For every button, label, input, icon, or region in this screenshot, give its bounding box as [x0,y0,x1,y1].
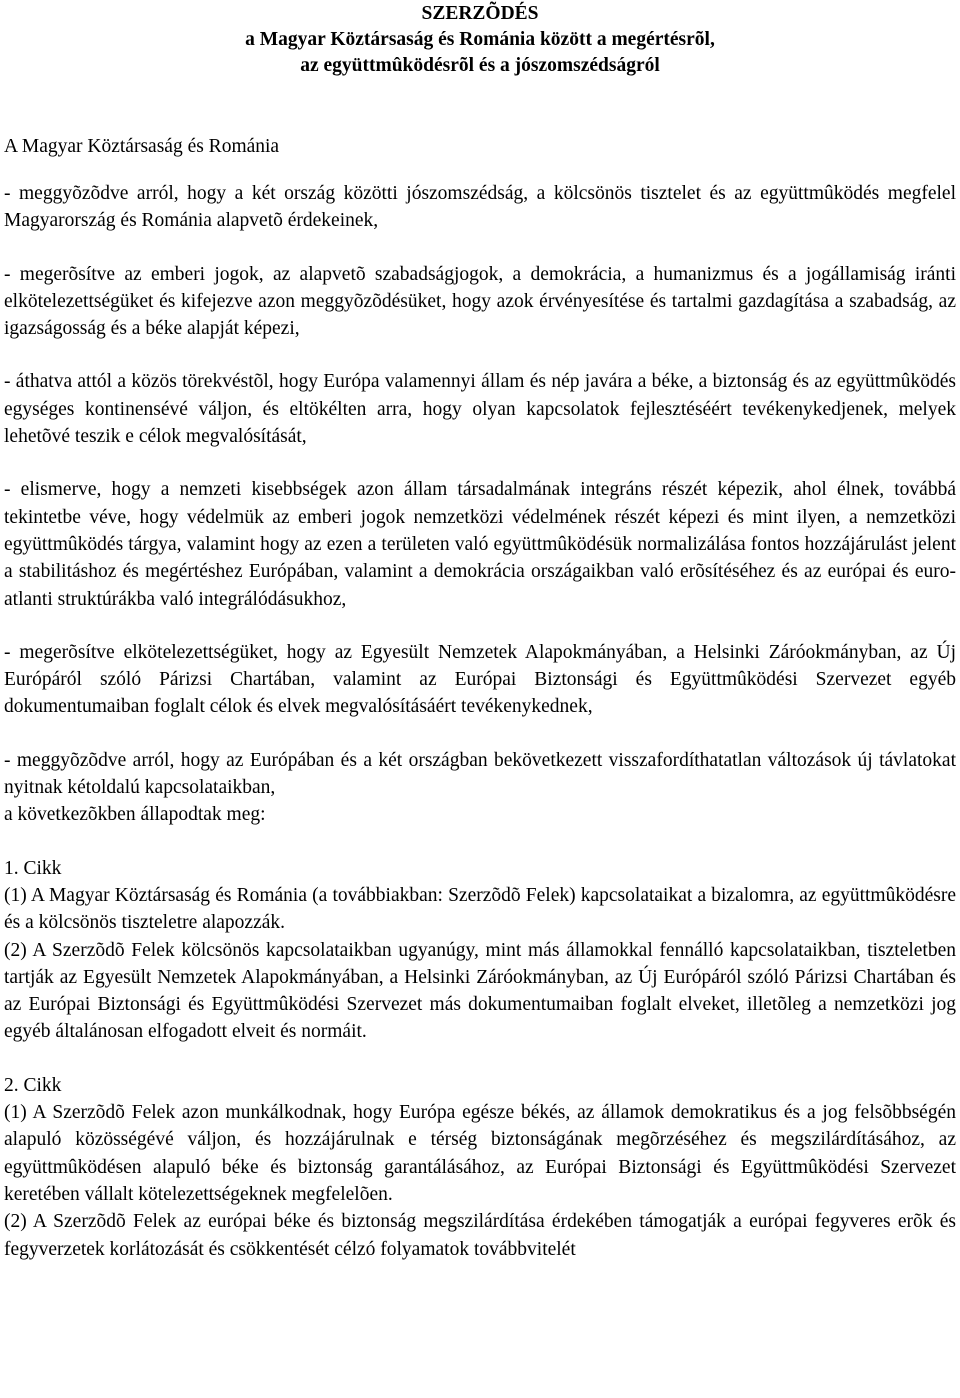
article-1-paragraph-1: (1) A Magyar Köztársaság és Románia (a továbbiakban: Szerzõdõ Felek) kapcsolataikat a bizalomra, az együttmûködésre és a kölcsönös tiszteletre alapozzák. [4,884,956,934]
title-line-3: az együttmûködésrõl és a jószomszédságról [300,55,660,76]
title-line-2: a Magyar Köztársaság és Románia között a megértésrõl, [245,29,715,50]
article-1-heading: 1. Cikk [4,857,62,879]
document-title [4,0,956,79]
preamble-item-3: - áthatva attól a közös törekvéstõl, hogy Európa valamennyi állam és nép javára a béke, a biztonság és az együttmûködés egységes kontinensévé váljon, és eltökélten arra, hogy olyan kapcsolatok fejlesztéséért tevékenykedjenek, melyek lehetõvé teszik e célok megvalósítását, [4,371,956,448]
preamble-item-2: - megerõsítve az emberi jogok, az alapvetõ szabadságjogok, a demokrácia, a humanizmus és a jogállamiság iránti elkötelezettségüket és kifejezve azon meggyõzõdésüket, hogy azok érvényesítése és tartalmi gazdagítása a szabadság, az igazságosság és a béke alapját képezi, [4,263,956,340]
article-1-paragraph-2: (2) A Szerzõdõ Felek kölcsönös kapcsolataikban ugyanúgy, mint más államokkal fennálló kapcsolataikban, tiszteletben tartják az Egyesült Nemzetek Alapokmányában, a Helsinki Záróokmányban, az Új Európáról szóló Párizsi Chartában és az Európai Biztonsági és Együttmûködési Szervezet más dokumentumaiban foglalt elveket, illetõleg a nemzetközi jog egyéb általánosan elfogadott elveit és normáit. [4,939,956,1043]
document-page [4,0,956,1263]
preamble-item-5: - megerõsítve elkötelezettségüket, hogy az Egyesült Nemzetek Alapokmányában, a Helsinki Záróokmányban, az Új Európáról szóló Párizsi Chartában, valamint az Európai Biztonsági és Együttmûködési Szervezet egyéb dokumentumaiban foglalt célok és elvek megvalósításáért tevékenykednek, [4,641,956,718]
preamble-item-1: - meggyõzõdve arról, hogy a két ország közötti jószomszédság, a kölcsönös tisztelet és az együttmûködés megfelel Magyarország és Románia alapvetõ érdekeinek, [4,183,956,232]
preamble-item-4: - elismerve, hogy a nemzeti kisebbségek azon állam társadalmának integráns részét képezik, ahol élnek, továbbá tekintetbe véve, hogy védelmük az emberi jogok nemzetközi védelmének részét képezi és mint ilyen, a nemzetközi együttmûködés tárgya, valamint hogy az ezen a területen való együttmûködésük normalizálása fontos hozzájárulást jelent a stabilitáshoz és megértéshez Európában, valamint a demokrácia országaikban való erõsítéséhez és az európai és euro-atlanti struktúrákba való integrálódásukhoz, [4,479,956,610]
agreement-line: a következõkben állapodtak meg: [4,804,266,826]
preamble-item-6: - meggyõzõdve arról, hogy az Európában és a két országban bekövetkezett visszafordíthatatlan változások új távlatokat nyitnak kétoldalú kapcsolataikban, [4,749,956,799]
article-2-heading: 2. Cikk [4,1074,62,1096]
intro-line: A Magyar Köztársaság és Románia [4,136,280,157]
title-line-1: SZERZÕDÉS [421,3,539,24]
article-2-paragraph-1: (1) A Szerzõdõ Felek azon munkálkodnak, hogy Európa egésze békés, az államok demokratikus és a jog felsõbbségén alapuló közösségévé váljon, és hozzájárulnak e térség biztonságának megõrzéséhez és megszilárdításához, az együttmûködésen alapuló béke és biztonság garantálásához, az Európai Biztonsági és Együttmûködési Szervezet keretében vállalt kötelezettségeknek megfelelõen. [4,1102,956,1205]
article-2-paragraph-2: (2) A Szerzõdõ Felek az európai béke és biztonság megszilárdítása érdekében támogatják a európai fegyveres erõk és fegyverzetek korlátozását és csökkentését célzó folyamatok továbbvitelét [4,1211,956,1260]
